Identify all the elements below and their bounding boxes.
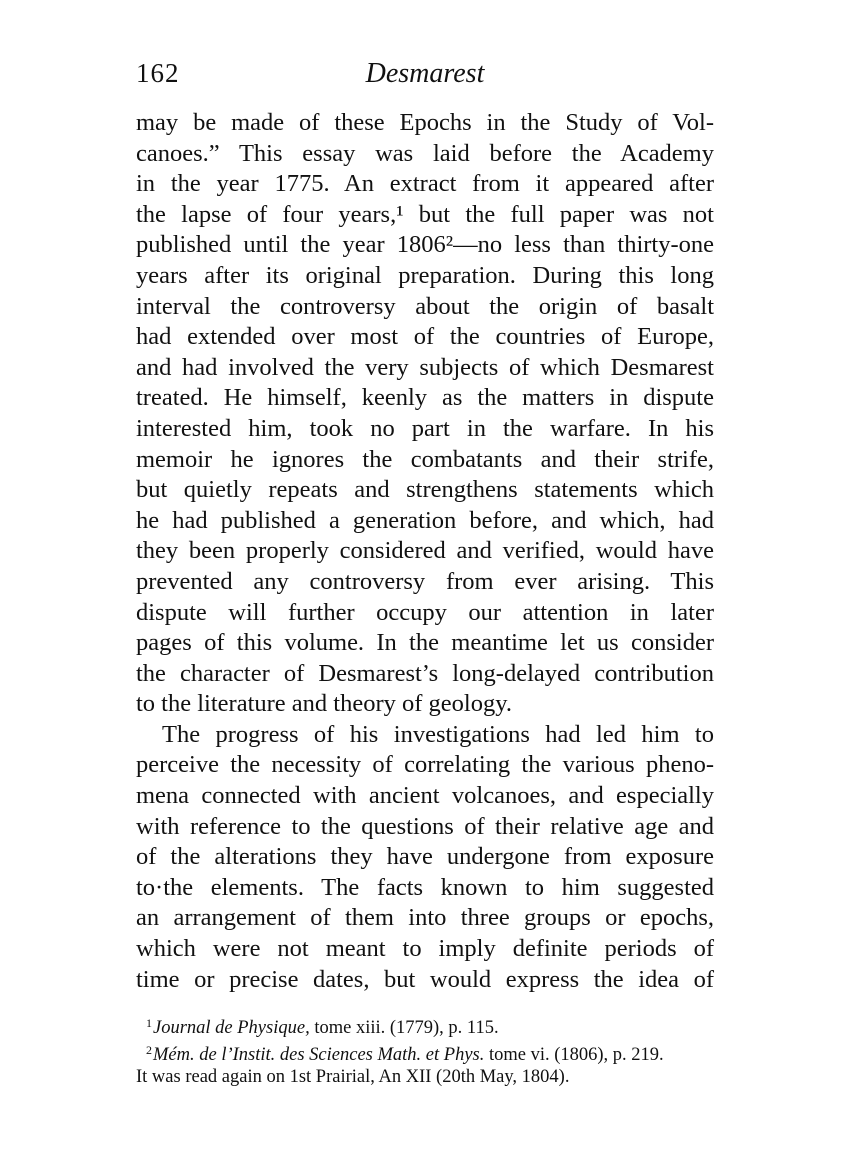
text-line: may be made of these Epochs in the Study of Vol- [136, 109, 714, 136]
footnote-title: Journal de Physique, [153, 1018, 310, 1038]
text-line: they been properly considered and verified, would have [136, 537, 714, 565]
text-line: treated. He himself, keenly as the matters in dispute [136, 384, 714, 412]
text-line: an arrangement of them into three groups or epochs, [136, 904, 714, 932]
body-text [136, 108, 714, 995]
text-line: published until the year 1806²—no less than thirty-one [136, 231, 714, 259]
text-line: which were not meant to imply definite periods of [136, 935, 714, 963]
text-line: time or precise dates, but would express the idea of [136, 965, 714, 993]
page-number: 162 [136, 58, 180, 88]
footnote-text: tome vi. (1806), p. 219. [484, 1045, 664, 1065]
footnote-text: tome xiii. (1779), p. 115. [309, 1018, 499, 1038]
page-header [136, 58, 714, 94]
footnote-title: Mém. de l’Instit. des Sciences Math. et Phys. [153, 1045, 485, 1065]
text-line: dispute will further occupy our attention in later [136, 598, 714, 626]
text-line: with reference to the questions of their relative age and [136, 812, 714, 840]
text-line: interested him, took no part in the warfare. In his [136, 414, 714, 442]
footnote-mark: 2 [146, 1043, 152, 1057]
text-line: mena connected with ancient volcanoes, and especially [136, 782, 714, 810]
footnote-mark: 1 [146, 1016, 152, 1030]
footnote-1 [136, 1010, 714, 1037]
text-line: memoir he ignores the combatants and their strife, [136, 445, 714, 473]
text-line: The progress of his investigations had led him to [162, 720, 714, 748]
text-line: of the alterations they have undergone from exposure [136, 843, 714, 871]
text-line: interval the controversy about the origin of basalt [136, 292, 714, 320]
footnotes [136, 1010, 714, 1091]
text-line: canoes.” This essay was laid before the Academy [136, 139, 714, 167]
text-line: to·the elements. The facts known to him suggested [136, 873, 714, 901]
footnote-2-continued: It was read again on 1st Prairial, An XII (20th May, 1804). [136, 1067, 570, 1087]
text-line: the character of Desmarest’s long-delayed contribution [136, 659, 714, 687]
text-line: prevented any controversy from ever arising. This [136, 567, 714, 595]
text-line: pages of this volume. In the meantime let us consider [136, 629, 714, 657]
text-line: but quietly repeats and strengthens statements which [136, 476, 714, 504]
text-line: perceive the necessity of correlating the various pheno- [136, 751, 714, 779]
text-line: in the year 1775. An extract from it appeared after [136, 170, 714, 198]
text-line: he had published a generation before, and which, had [136, 506, 714, 534]
text-line: the lapse of four years,¹ but the full paper was not [136, 200, 714, 228]
running-head: Desmarest [365, 58, 485, 89]
footnote-2 [136, 1037, 714, 1064]
text-line: had extended over most of the countries of Europe, [136, 323, 714, 351]
text-line: to the literature and theory of geology. [136, 690, 512, 718]
text-line: and had involved the very subjects of which Desmarest [136, 353, 714, 381]
text-line: years after its original preparation. During this long [136, 261, 714, 289]
